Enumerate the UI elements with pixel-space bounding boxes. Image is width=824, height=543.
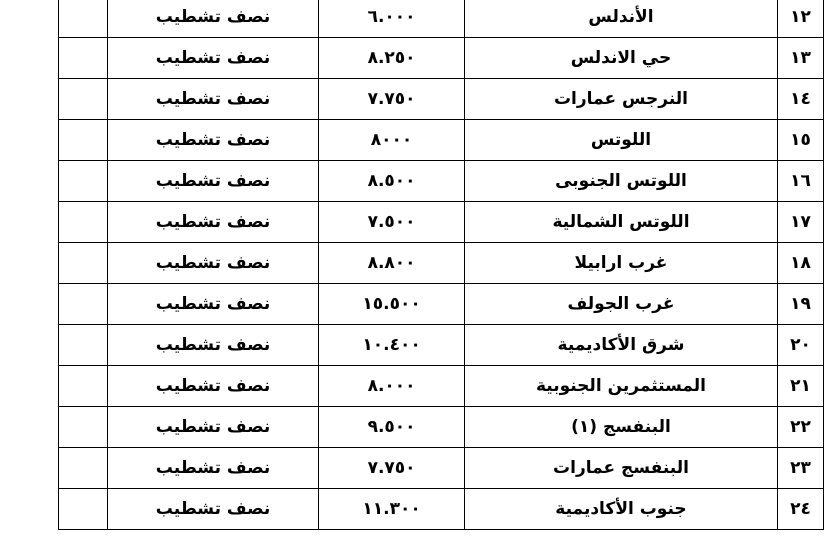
project-name: اللوتس الشمالية — [464, 202, 777, 243]
finishing-type: نصف تشطيب — [107, 366, 319, 407]
finishing-type: نصف تشطيب — [107, 325, 319, 366]
empty-cell — [59, 202, 108, 243]
project-value: ٧.٥٠٠ — [319, 202, 465, 243]
finishing-type: نصف تشطيب — [107, 407, 319, 448]
table-row — [59, 407, 824, 448]
empty-cell — [59, 120, 108, 161]
project-name: الأندلس — [464, 0, 777, 38]
finishing-type: نصف تشطيب — [107, 202, 319, 243]
empty-cell — [59, 161, 108, 202]
project-name: اللوتس — [464, 120, 777, 161]
finishing-type: نصف تشطيب — [107, 79, 319, 120]
projects-table — [58, 0, 824, 530]
project-name: المستثمرين الجنوبية — [464, 366, 777, 407]
project-value: ١٠.٤٠٠ — [319, 325, 465, 366]
row-number: ٢١ — [778, 366, 824, 407]
table-row — [59, 120, 824, 161]
empty-cell — [59, 0, 108, 38]
table-row — [59, 366, 824, 407]
project-name: البنفسج (١) — [464, 407, 777, 448]
finishing-type: نصف تشطيب — [107, 489, 319, 530]
project-name: النرجس عمارات — [464, 79, 777, 120]
table-row — [59, 489, 824, 530]
empty-cell — [59, 38, 108, 79]
finishing-type: نصف تشطيب — [107, 0, 319, 38]
table-row — [59, 38, 824, 79]
project-name: البنفسج عمارات — [464, 448, 777, 489]
row-number: ١٧ — [778, 202, 824, 243]
project-value: ١١.٣٠٠ — [319, 489, 465, 530]
empty-cell — [59, 366, 108, 407]
table-row — [59, 448, 824, 489]
table-row — [59, 243, 824, 284]
table-row — [59, 325, 824, 366]
project-value: ٩.٥٠٠ — [319, 407, 465, 448]
project-name: شرق الأكاديمية — [464, 325, 777, 366]
finishing-type: نصف تشطيب — [107, 161, 319, 202]
project-value: ٧.٧٥٠ — [319, 448, 465, 489]
finishing-type: نصف تشطيب — [107, 448, 319, 489]
empty-cell — [59, 79, 108, 120]
project-value: ٨.٥٠٠ — [319, 161, 465, 202]
table-row — [59, 202, 824, 243]
row-number: ١٣ — [778, 38, 824, 79]
row-number: ١٩ — [778, 284, 824, 325]
table-row — [59, 161, 824, 202]
project-name: اللوتس الجنوبى — [464, 161, 777, 202]
project-value: ٨.٢٥٠ — [319, 38, 465, 79]
finishing-type: نصف تشطيب — [107, 38, 319, 79]
row-number: ١٦ — [778, 161, 824, 202]
project-value: ٧.٧٥٠ — [319, 79, 465, 120]
project-value: ٨.٨٠٠ — [319, 243, 465, 284]
project-name: حي الاندلس — [464, 38, 777, 79]
empty-cell — [59, 284, 108, 325]
project-value: ٨٠٠٠ — [319, 120, 465, 161]
empty-cell — [59, 243, 108, 284]
row-number: ٢٢ — [778, 407, 824, 448]
finishing-type: نصف تشطيب — [107, 243, 319, 284]
empty-cell — [59, 407, 108, 448]
project-value: ٨.٠٠٠ — [319, 366, 465, 407]
row-number: ٢٤ — [778, 489, 824, 530]
row-number: ٢٠ — [778, 325, 824, 366]
table-row — [59, 0, 824, 38]
row-number: ١٤ — [778, 79, 824, 120]
project-value: ٦.٠٠٠ — [319, 0, 465, 38]
project-name: غرب الجولف — [464, 284, 777, 325]
project-value: ١٥.٥٠٠ — [319, 284, 465, 325]
finishing-type: نصف تشطيب — [107, 120, 319, 161]
empty-cell — [59, 325, 108, 366]
row-number: ٢٣ — [778, 448, 824, 489]
row-number: ١٨ — [778, 243, 824, 284]
table-row — [59, 284, 824, 325]
row-number: ١٢ — [778, 0, 824, 38]
empty-cell — [59, 489, 108, 530]
table-row — [59, 79, 824, 120]
project-name: غرب ارابيلا — [464, 243, 777, 284]
row-number: ١٥ — [778, 120, 824, 161]
finishing-type: نصف تشطيب — [107, 284, 319, 325]
empty-cell — [59, 448, 108, 489]
project-name: جنوب الأكاديمية — [464, 489, 777, 530]
